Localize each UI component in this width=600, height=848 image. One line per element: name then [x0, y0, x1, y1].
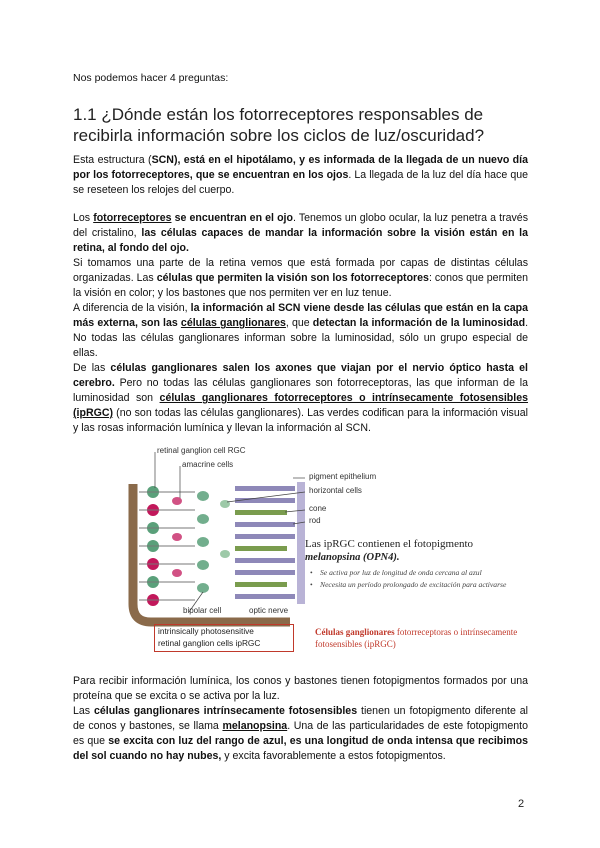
label-cone: cone [309, 504, 327, 513]
label-pigment: pigment epithelium [309, 472, 377, 481]
iprgc-box-line1: intrinsically photosensitive [158, 626, 254, 636]
label-horizontal: horizontal cells [309, 486, 362, 495]
figure-bullets [310, 568, 510, 592]
figure-bullet: • Necesita un período prolongado de excitación para activarse [310, 580, 510, 590]
pigment-epithelium [297, 482, 305, 604]
label-amacrine: amacrine cells [182, 460, 234, 469]
figure-heading: Las ipRGC contienen el fotopigmento [305, 538, 474, 550]
leader-lines [155, 452, 305, 612]
page-number: 2 [518, 798, 525, 810]
section-heading: 1.1 ¿Dónde están los fotorreceptores responsables de recibirla información sobre los ciclos de luz/oscuridad? [73, 105, 485, 145]
label-rod: rod [309, 516, 321, 525]
amacrine-cells [172, 497, 182, 577]
retina-figure [125, 444, 525, 654]
paragraph-scn: Esta estructura (SCN), está en el hipotálamo, y es informada de la llegada de un nuevo día por los fotorreceptores, que se encuentran en los ojos. La llegada de la luz del día hace que se reseteen los relojes del cuerpo. [73, 154, 528, 196]
label-optic-nerve: optic nerve [249, 606, 289, 615]
figure-melanopsin: melanopsina (OPN4). [305, 552, 400, 563]
iprgc-box [154, 624, 294, 652]
horizontal-cells [220, 500, 230, 558]
rods-cones [235, 486, 295, 599]
intro-line: Nos podemos hacer 4 preguntas: [73, 72, 229, 84]
figure-bullet: • Se activa por luz de longitud de onda cercana al azul [310, 568, 510, 578]
paragraph-melanopsin: Para recibir información lumínica, los conos y bastones tienen fotopigmentos formados por una proteína que se excita o se activa por la luz. Las células ganglionares intrínsecamente fotosensibles tienen un fotopigmento diferente al de conos y bastones, se llama melanopsina. Una de las particularidades de este fotopigmento es que se excita con luz del rango de azul, es una longitud de onda intensa que recibimos del sol cuando no hay nubes, y excita favorablemente a estos fotopigmentos. [73, 675, 528, 762]
figure-red-caption: Células ganglionares fotorreceptoras o intrínsecamente fotosensibles (ipRGC) [315, 627, 518, 649]
bipolar-cells [197, 491, 209, 593]
paragraph-photoreceptors: Los fotorreceptores se encuentran en el ojo. Tenemos un globo ocular, la luz penetra a través del cristalino, las células capaces de mandar la información sobre la visión están en la retina, al fondo del ojo. Si tomamos una parte de la retina vemos que está formada por capas de distintas células organizadas. Las células que permiten la visión son los fotorreceptores: conos que permiten la visión en color; y los bastones que nos permiten ver en luz tenue. A diferencia de la visión, la información al SCN viene desde las células que están en la capa más externa, son las células ganglionares, que detectan la información de la luminosidad. No todas las células ganglionares informan sobre la luminosidad, sólo un grupo especial de ellas. De las células ganglionares salen los axones que viajan por el nervio óptico hasta el cerebro. Pero no todas las células ganglionares son fotorreceptoras, las que informan de la luminosidad son células ganglionares fotorreceptores o intrínsecamente fotosensibles (ipRGC) (no son todas las células ganglionares). Las verdes codifican para la información visual y las rosas información lumínica y llevan la información al SCN. [73, 212, 529, 434]
iprgc-box-line2: retinal ganglion cells ipRGC [158, 638, 261, 648]
label-bipolar: bipolar cell [183, 606, 222, 615]
label-rgc: retinal ganglion cell RGC [157, 446, 246, 455]
